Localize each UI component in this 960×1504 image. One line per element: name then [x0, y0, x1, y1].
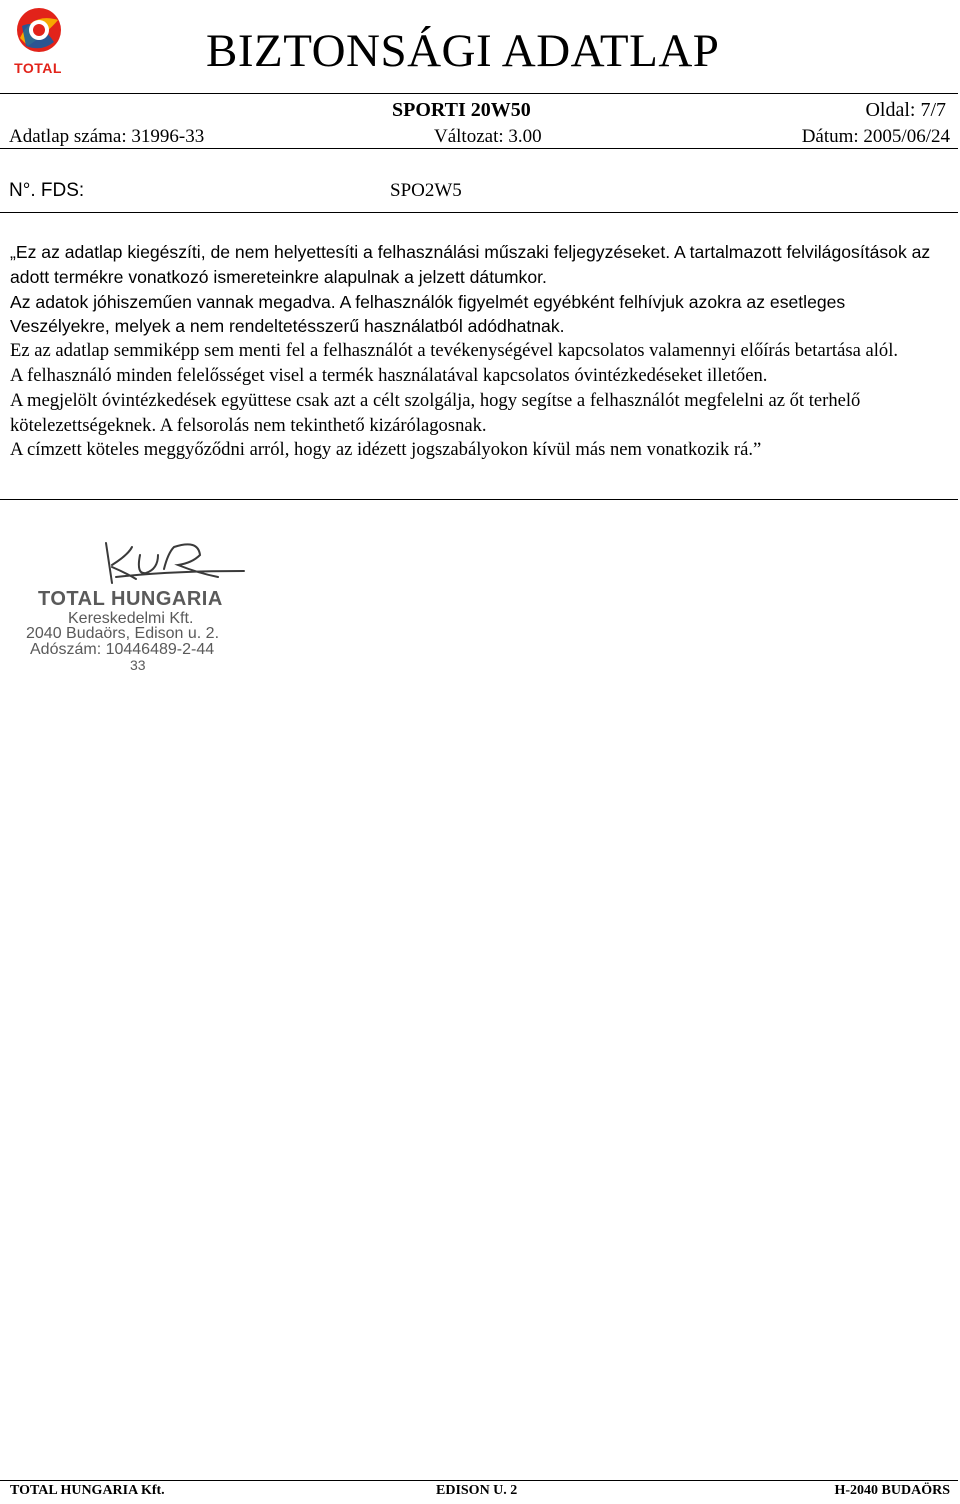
version: Változat: 3.00 [434, 126, 542, 147]
fds-value: SPO2W5 [390, 180, 462, 201]
disclaimer-paragraph-3: A felhasználó minden felelősséget visel a termék használatával kapcsolatos óvintézkedéseket illetően. [10, 364, 768, 386]
company-stamp [8, 525, 278, 675]
header-rule-top [0, 93, 958, 94]
disclaimer-paragraph-5: A címzett köteles meggyőződni arról, hogy az idézett jogszabályokon kívül más nem vonatkozik rá.” [10, 439, 762, 461]
page-number: Oldal: 7/7 [865, 99, 946, 121]
fds-label: N°. FDS: [9, 180, 85, 201]
disclaimer-line-2: Az adatok jóhiszeműen vannak megadva. A felhasználók figyelmét egyébként felhívjuk azokra az esetleges Veszélyekre, melyek a nem rendeltetésszerű használatból adódhatnak. [10, 291, 846, 337]
disclaimer-line-1: „Ez az adatlap kiegészíti, de nem helyettesíti a felhasználási műszaki feljegyzéseket. A tartalmazott felvilágosítások az adott termékre vonatkozó ismereteinkre alapulnak a jelzett dátumkor. [10, 242, 931, 287]
stamp-company: TOTAL HUNGARIA [38, 588, 223, 610]
disclaimer-paragraph [10, 240, 945, 339]
disclaimer-paragraph-2: Ez az adatlap semmiképp sem menti fel a felhasználót a tevékenységével kapcsolatos valamennyi előírás betartása alól. [10, 340, 899, 362]
stamp-suffix: 33 [130, 657, 146, 673]
body-rule [0, 499, 958, 500]
document-title: BIZTONSÁGI ADATLAP [206, 25, 720, 77]
stamp-division: Kereskedelmi Kft. [68, 610, 194, 627]
footer-company: TOTAL HUNGARIA Kft. [10, 1483, 165, 1498]
signature-icon [8, 525, 278, 585]
stamp-address: 2040 Budaörs, Edison u. 2. [26, 625, 220, 642]
sheet-number: Adatlap száma: 31996-33 [9, 126, 205, 147]
header-rule-bottom [0, 148, 958, 149]
logo-text: TOTAL [14, 60, 62, 76]
disclaimer-text [10, 240, 945, 463]
fds-rule [0, 212, 958, 213]
footer-street: EDISON U. 2 [436, 1483, 518, 1498]
disclaimer-paragraph-4: A megjelölt óvintézkedések együttese csak azt a célt szolgálja, hogy segítse a felhasználót megfelelni az őt terhelő kötelezettségeknek. A felsorolás nem tekinthető kizárólagosnak. [10, 389, 861, 436]
stamp-tax-number: Adószám: 10446489-2-44 [30, 641, 215, 658]
footer-rule [0, 1480, 958, 1481]
date: Dátum: 2005/06/24 [801, 126, 950, 147]
total-logo [8, 2, 68, 78]
product-name: SPORTI 20W50 [392, 99, 531, 121]
footer-city: H-2040 BUDAÖRS [834, 1483, 950, 1498]
